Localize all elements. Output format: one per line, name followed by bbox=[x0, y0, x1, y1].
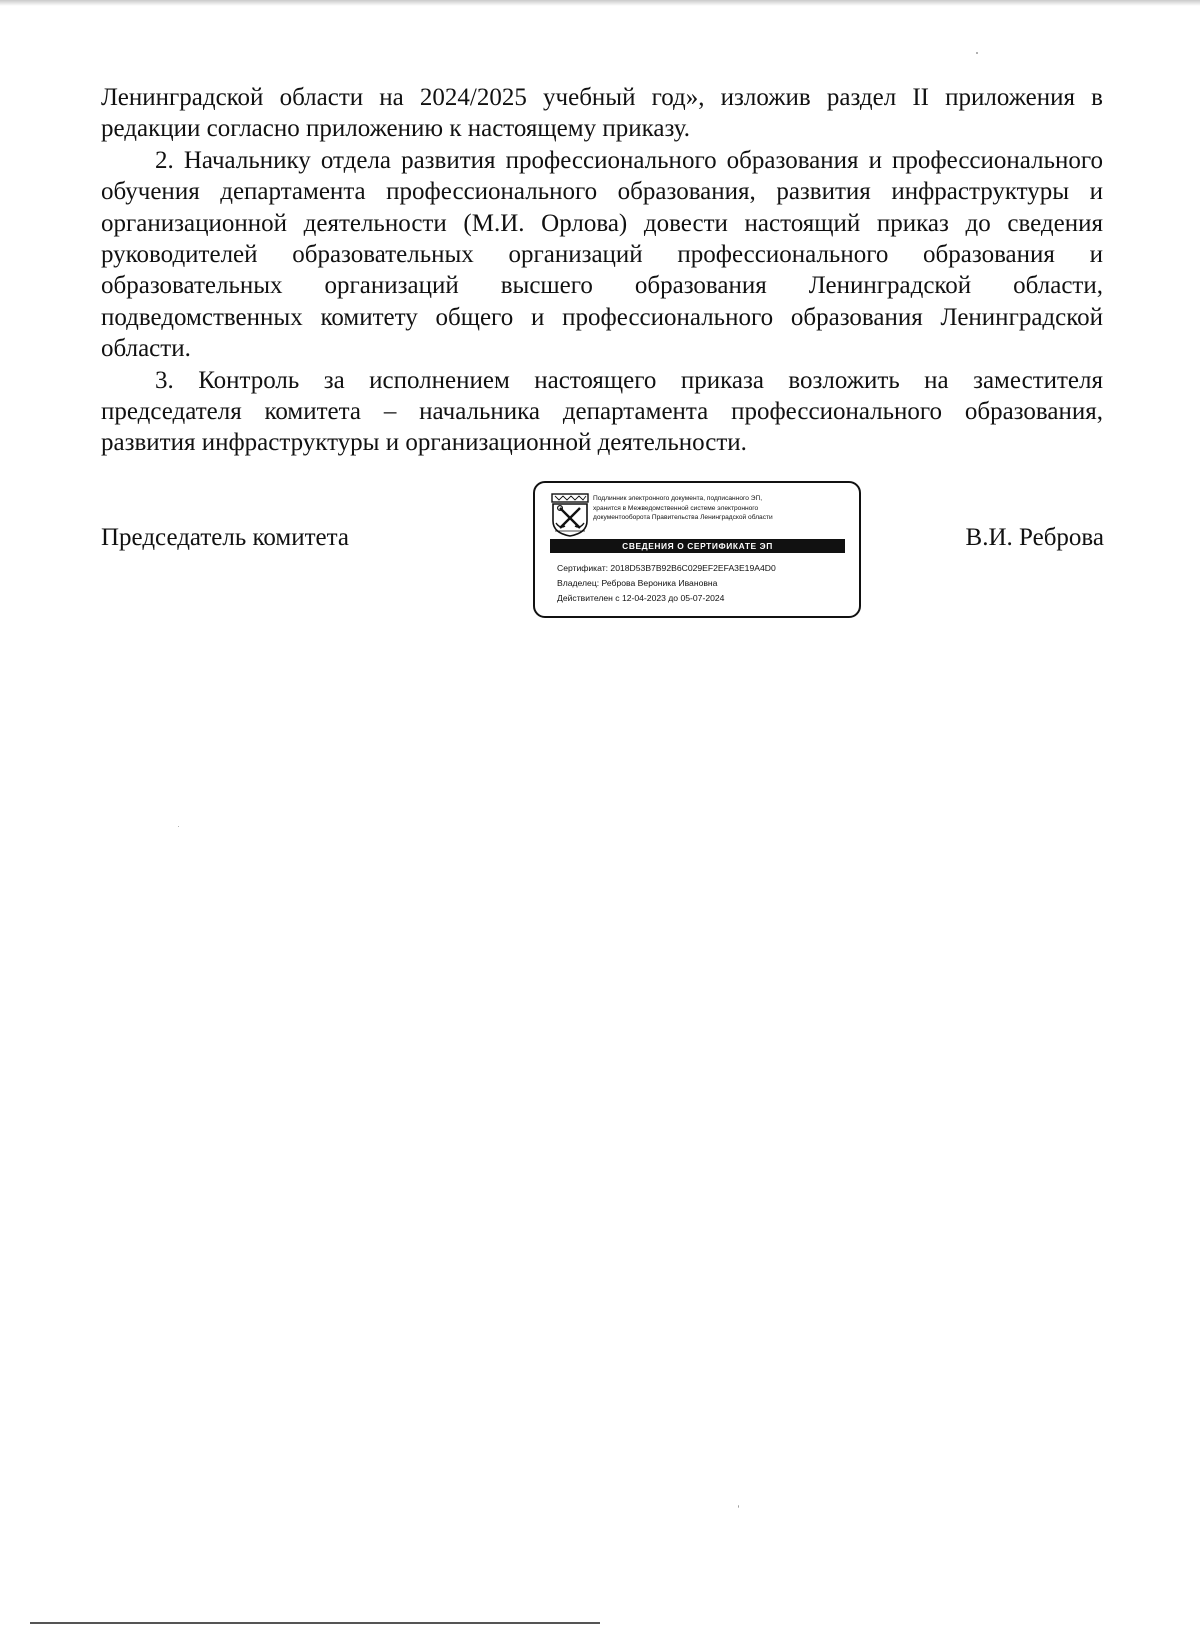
certificate-owner: Владелец: Реброва Вероника Ивановна bbox=[557, 578, 718, 588]
certificate-number: Сертификат: 2018D53B7B92B6C029EF2EFA3E19A4D0 bbox=[557, 563, 776, 573]
paragraph-3: 3. Контроль за исполнением настоящего приказа возложить на заместителя председателя комитета – начальника департамента профессионального образования, развития инфраструктуры и организационной деятельности. bbox=[101, 366, 1103, 457]
stamp-header-line: Подлинник электронного документа, подписанного ЭП, bbox=[593, 495, 763, 502]
scan-edge-bottom bbox=[30, 1622, 600, 1624]
scan-speck bbox=[178, 826, 179, 827]
signer-name: В.И. Реброва bbox=[965, 524, 1104, 551]
scan-edge-top bbox=[0, 0, 1200, 6]
electronic-signature-stamp bbox=[533, 481, 861, 618]
signer-position: Председатель комитета bbox=[101, 524, 349, 551]
stamp-header-line: документооборота Правительства Ленинградской области bbox=[593, 514, 773, 522]
document-body bbox=[101, 82, 1103, 459]
scan-speck bbox=[738, 1505, 739, 1508]
coat-of-arms-icon bbox=[551, 493, 589, 537]
stamp-header-line: хранится в Межведомственной системе электронного bbox=[593, 504, 759, 512]
stamp-header bbox=[593, 494, 855, 523]
scan-speck bbox=[976, 52, 978, 54]
paragraph-1: Ленинградской области на 2024/2025 учебный год», изложив раздел II приложения в редакции согласно приложению к настоящему приказу. bbox=[101, 84, 1103, 143]
paragraph-2: 2. Начальнику отдела развития профессионального образования и профессионального обучения департамента профессионального образования, развития инфраструктуры и организационной деятельности (М.И. Орлова) довести настоящий приказ до сведения руководителей образовательных организаций профессионального образования и образовательных организаций высшего образования Ленинградской области, подведомственных комитету общего и профессионального образования Ленинградской области. bbox=[101, 146, 1103, 363]
stamp-details bbox=[557, 561, 776, 606]
stamp-title-bar: СВЕДЕНИЯ О СЕРТИФИКАТЕ ЭП bbox=[550, 539, 845, 553]
certificate-validity: Действителен с 12-04-2023 до 05-07-2024 bbox=[557, 593, 725, 603]
